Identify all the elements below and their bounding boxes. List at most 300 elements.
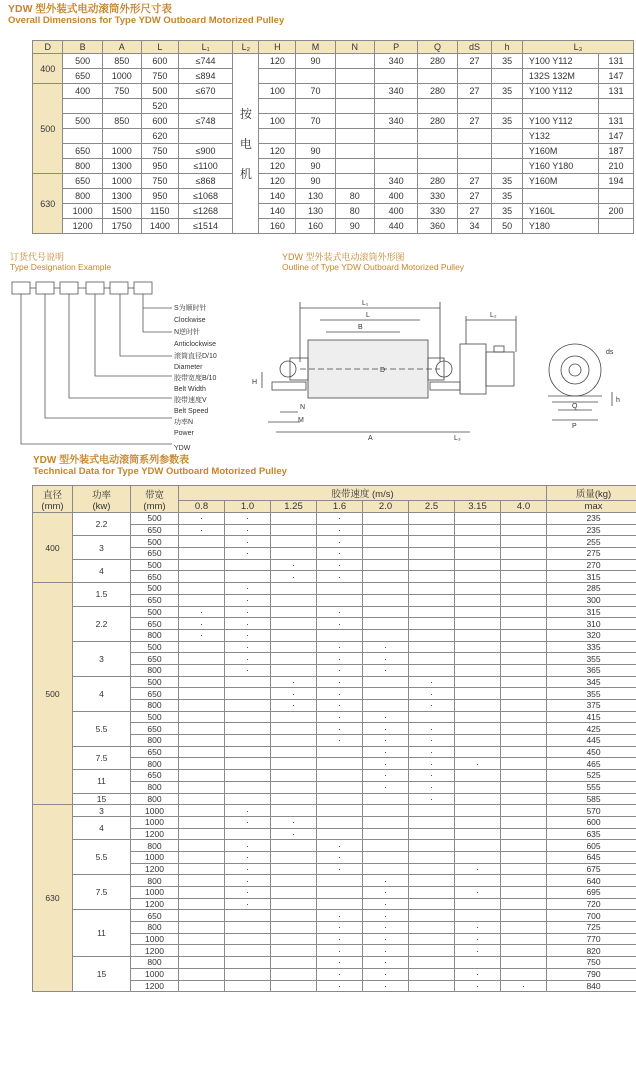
dimensions-cell-n: 80 [335,189,374,204]
tech-cell-speed [409,571,455,583]
dimensions-cell-l2 [233,54,259,234]
speed-available-dot: · [246,665,249,676]
speed-available-dot: · [338,723,341,734]
tech-row [33,711,636,723]
tech-cell-speed [363,840,409,852]
dimensions-cell-a: 750 [102,84,141,99]
tech-cell-speed [363,711,409,723]
tech-cell-power: 4 [73,816,131,839]
speed-available-dot: · [338,560,341,571]
dimensions-cell-l: 1400 [141,219,178,234]
dimensions-cell-b: 800 [63,159,102,174]
tech-cell-speed [501,548,547,560]
tech-cell-speed [501,980,547,992]
tech-cell-speed [179,968,225,980]
speed-available-dot: · [246,595,249,606]
dimensions-cell-ds: 27 [457,174,492,189]
speed-available-dot: · [476,934,479,945]
dimensions-cell-m: 90 [296,174,335,189]
tech-row [33,559,636,571]
tech-cell-speed [501,910,547,922]
label-L3: L₃ [454,435,461,442]
speed-available-dot: · [338,945,341,956]
dimensions-cell-a [102,99,141,114]
designation-title-cn: 订货代号说明 [10,252,65,262]
label-H: H [252,379,258,386]
tech-cell-beltwidth: 800 [131,664,179,676]
dimensions-row [33,204,634,219]
dimensions-cell-h: 35 [492,189,522,204]
tech-cell-speed [225,922,271,934]
tech-cell-speed [179,851,225,863]
tech-cell-speed [225,933,271,945]
speed-available-dot: · [200,606,203,617]
designation-title-en: Type Designation Example [10,262,112,272]
speed-available-dot: · [384,887,387,898]
tech-cell-speed [179,898,225,910]
speed-available-dot: · [384,875,387,886]
tech-cell-power: 7.5 [73,875,131,910]
dimensions-cell-n [335,159,374,174]
dimensions-header-cell: L₁ [178,41,232,54]
tech-cell-speed [363,922,409,934]
tech-cell-speed [501,700,547,712]
tech-cell-speed [225,513,271,525]
tech-cell-speed [455,922,501,934]
tech-cell-speed [409,828,455,840]
dimensions-cell-q [418,129,457,144]
tech-cell-speed [271,770,317,782]
tech-cell-speed [179,548,225,560]
label-Q: Q [572,403,578,410]
dimensions-cell-l1 [178,129,232,144]
dimensions-cell-a: 1000 [102,69,141,84]
tech-cell-speed [455,618,501,630]
tech-cell-speed [363,887,409,899]
dimensions-cell-b: 1200 [63,219,102,234]
dimensions-row [33,99,634,114]
tech-cell-speed [271,536,317,548]
tech-cell-speed [409,805,455,817]
tech-cell-speed [225,606,271,618]
dimensions-cell-b: 500 [63,54,102,69]
tech-cell-speed [179,618,225,630]
tech-cell-speed [455,875,501,887]
dimensions-cell-h: 35 [492,114,522,129]
speed-available-dot: · [338,735,341,746]
tech-cell-mass: 315 [547,606,636,618]
dimensions-cell-b: 400 [63,84,102,99]
speed-available-dot: · [384,910,387,921]
tech-cell-beltwidth: 650 [131,910,179,922]
tech-cell-speed [225,524,271,536]
tech-cell-speed [455,594,501,606]
dimensions-cell-n [335,69,374,84]
dimensions-cell-l3a: Y100 Y112 [522,114,598,129]
tech-cell-speed [179,735,225,747]
tech-cell-beltwidth: 1200 [131,945,179,957]
tech-title-en: Technical Data for Type YDW Outboard Motorized Pulley [33,466,287,477]
tech-cell-beltwidth: 500 [131,606,179,618]
dimensions-cell-h: 140 [259,204,296,219]
dimensions-cell-ds [457,144,492,159]
tech-cell-mass: 770 [547,933,636,945]
tech-cell-beltwidth: 500 [131,536,179,548]
speed-available-dot: · [476,758,479,769]
tech-cell-speed [179,933,225,945]
dimensions-cell-h [259,99,296,114]
tech-cell-speed [363,548,409,560]
dimensions-header-cell: D [33,41,63,54]
tech-cell-speed [455,711,501,723]
dimensions-cell-m: 130 [296,189,335,204]
speed-available-dot: · [384,653,387,664]
dimensions-cell-h: 100 [259,114,296,129]
tech-cell-speed [455,700,501,712]
speed-available-dot: · [384,899,387,910]
dimensions-cell-l3b: 131 [599,54,634,69]
designation-label-1-cn: N逆时针 [174,329,201,336]
tech-cell-speed [271,980,317,992]
speed-header-cell: 1.0 [225,501,271,513]
speed-available-dot: · [338,934,341,945]
tech-cell-speed [317,933,363,945]
dimensions-cell-l3b: 131 [599,114,634,129]
tech-cell-speed [317,629,363,641]
tech-cell-speed [317,840,363,852]
tech-cell-speed [317,583,363,595]
dimensions-cell-l1: ≤1268 [178,204,232,219]
dimensions-cell-a: 1500 [102,204,141,219]
designation-label-4-en: Belt Speed [174,408,209,415]
dimensions-cell-l1 [178,99,232,114]
tech-cell-speed [271,548,317,560]
tech-cell-speed [455,629,501,641]
tech-cell-speed [179,887,225,899]
dimensions-cell-l1: ≤1514 [178,219,232,234]
l2-char: 电 [239,136,252,151]
tech-cell-speed [501,863,547,875]
tech-cell-speed [271,922,317,934]
tech-cell-diameter: 500 [33,583,73,805]
dimensions-cell-l3b: 200 [599,204,634,219]
dimensions-cell-l3a: Y160 Y180 [522,159,598,174]
tech-cell-speed [409,548,455,560]
tech-header-row-1 [33,486,636,501]
speed-available-dot: · [338,571,341,582]
dimensions-row [33,129,634,144]
tech-cell-speed [317,922,363,934]
tech-cell-speed [455,945,501,957]
dimensions-cell-b [63,99,102,114]
dimensions-cell-l1: ≤1068 [178,189,232,204]
tech-cell-speed [501,898,547,910]
label-P: P [572,423,577,430]
tech-cell-speed [317,606,363,618]
tech-cell-beltwidth: 650 [131,618,179,630]
tech-cell-speed [501,594,547,606]
dimensions-cell-l: 950 [141,159,178,174]
dimensions-cell-q: 280 [418,174,457,189]
dimensions-title-en: Overall Dimensions for Type YDW Outboard Motorized Pulley [8,15,285,26]
dimensions-cell-l: 950 [141,189,178,204]
tech-cell-beltwidth: 800 [131,700,179,712]
tech-cell-speed [363,524,409,536]
dimensions-cell-ds: 27 [457,189,492,204]
tech-cell-speed [455,676,501,688]
speed-available-dot: · [384,747,387,758]
tech-cell-speed [271,559,317,571]
tech-cell-speed [501,746,547,758]
tech-cell-speed [317,945,363,957]
dimensions-cell-p: 340 [374,84,418,99]
tech-cell-speed [179,781,225,793]
tech-cell-speed [363,513,409,525]
dimensions-cell-p [374,69,418,84]
speed-available-dot: · [338,525,341,536]
speed-available-dot: · [246,887,249,898]
label-ds: ds [606,349,614,356]
tech-cell-beltwidth: 650 [131,571,179,583]
tech-cell-speed [179,583,225,595]
dimensions-row [33,114,634,129]
tech-cell-speed [225,688,271,700]
tech-row [33,875,636,887]
speed-available-dot: · [338,910,341,921]
dimensions-cell-h: 120 [259,144,296,159]
tech-cell-speed [363,851,409,863]
speed-available-dot: · [384,735,387,746]
tech-cell-speed [179,723,225,735]
tech-cell-speed [363,781,409,793]
tech-cell-speed [409,524,455,536]
tech-cell-beltwidth: 1200 [131,980,179,992]
tech-row [33,746,636,758]
speed-available-dot: · [384,770,387,781]
dimensions-cell-l3a: Y160M [522,144,598,159]
label-N: N [300,404,306,411]
tech-cell-speed [225,629,271,641]
dimensions-cell-n [335,114,374,129]
tech-cell-speed [179,559,225,571]
dimensions-cell-l: 600 [141,114,178,129]
tech-cell-speed [179,664,225,676]
dimensions-header-cell: dS [457,41,492,54]
dimensions-cell-d: 630 [33,174,63,234]
tech-cell-speed [225,805,271,817]
dimensions-cell-l: 750 [141,174,178,189]
tech-cell-speed [225,700,271,712]
speed-available-dot: · [338,641,341,652]
tech-cell-power: 11 [73,910,131,957]
dimensions-row [33,54,634,69]
tech-cell-beltwidth: 650 [131,548,179,560]
tech-cell-beltwidth: 650 [131,653,179,665]
tech-cell-beltwidth: 650 [131,770,179,782]
dimensions-cell-p [374,129,418,144]
tech-cell-mass: 840 [547,980,636,992]
speed-available-dot: · [338,606,341,617]
tech-cell-power: 1.5 [73,583,131,606]
tech-cell-speed [225,676,271,688]
tech-cell-speed [317,513,363,525]
tech-cell-beltwidth: 800 [131,735,179,747]
dimensions-cell-q: 280 [418,54,457,69]
tech-cell-speed [317,887,363,899]
dimensions-cell-l3b [599,189,634,204]
motor-flange [460,344,486,394]
dimensions-cell-h: 35 [492,54,522,69]
dimensions-header-cell: Q [418,41,457,54]
tech-cell-mass: 415 [547,711,636,723]
tech-header-beltwidth: 带宽 (mm) [131,486,179,513]
tech-cell-speed [501,828,547,840]
tech-cell-speed [501,524,547,536]
dimensions-cell-l: 620 [141,129,178,144]
tech-cell-speed [317,711,363,723]
dimensions-cell-ds: 27 [457,204,492,219]
dimensions-cell-p [374,159,418,174]
tech-cell-speed [225,536,271,548]
tech-cell-speed [455,653,501,665]
speed-available-dot: · [338,688,341,699]
tech-cell-speed [317,536,363,548]
tech-cell-beltwidth: 500 [131,676,179,688]
speed-available-dot: · [338,980,341,991]
tech-cell-speed [317,641,363,653]
tech-cell-speed [363,583,409,595]
dimensions-cell-q [418,144,457,159]
dimensions-header-cell: P [374,41,418,54]
tech-cell-power: 4 [73,676,131,711]
speed-available-dot: · [476,969,479,980]
tech-cell-speed [225,594,271,606]
tech-cell-speed [409,968,455,980]
tech-cell-speed [225,863,271,875]
tech-cell-speed [225,793,271,805]
tech-cell-speed [317,781,363,793]
tech-cell-speed [363,536,409,548]
tech-cell-speed [179,922,225,934]
tech-row [33,840,636,852]
tech-cell-speed [409,816,455,828]
tech-cell-speed [501,653,547,665]
tech-cell-speed [271,875,317,887]
tech-cell-speed [225,583,271,595]
dimensions-cell-n [335,54,374,69]
designation-label-0-cn: S为顺时针 [174,305,207,312]
speed-available-dot: · [430,735,433,746]
tech-cell-speed [455,524,501,536]
tech-cell-speed [501,805,547,817]
dimensions-cell-m: 90 [296,54,335,69]
tech-cell-speed [409,863,455,875]
tech-cell-speed [409,781,455,793]
dimensions-cell-l: 750 [141,144,178,159]
tech-cell-speed [501,723,547,735]
tech-cell-speed [317,851,363,863]
tech-cell-speed [363,629,409,641]
tech-cell-speed [363,933,409,945]
tech-cell-speed [179,840,225,852]
tech-cell-speed [317,688,363,700]
dimensions-row [33,159,634,174]
tech-cell-speed [409,700,455,712]
dimensions-cell-l1: ≤868 [178,174,232,189]
tech-cell-speed [225,548,271,560]
tech-cell-speed [455,781,501,793]
tech-cell-beltwidth: 1000 [131,968,179,980]
tech-row [33,816,636,828]
designation-label-1-en: Anticlockwise [174,341,217,348]
dimensions-cell-m [296,69,335,84]
tech-cell-speed [271,933,317,945]
tech-cell-speed [409,793,455,805]
tech-cell-speed [455,583,501,595]
tech-cell-speed [455,536,501,548]
tech-cell-speed [179,711,225,723]
label-h: h [616,397,620,404]
tech-cell-speed [363,770,409,782]
designation-label-3-en: Belt Width [174,386,206,393]
tech-cell-beltwidth: 650 [131,524,179,536]
tech-row [33,770,636,782]
tech-cell-speed [225,618,271,630]
tech-cell-speed [363,559,409,571]
tech-cell-speed [409,922,455,934]
speed-available-dot: · [292,828,295,839]
dimensions-cell-m: 160 [296,219,335,234]
tech-cell-power: 2.2 [73,606,131,641]
tech-cell-speed [501,781,547,793]
dimensions-cell-l: 520 [141,99,178,114]
speed-available-dot: · [338,852,341,863]
label-D: D [380,367,386,374]
dimensions-cell-h: 50 [492,219,522,234]
tech-cell-speed [179,980,225,992]
speed-available-dot: · [430,700,433,711]
dimensions-cell-h [492,99,522,114]
diagrams [0,272,636,457]
dimensions-cell-n: 90 [335,219,374,234]
speed-available-dot: · [384,922,387,933]
tech-cell-mass: 355 [547,653,636,665]
tech-cell-power: 3 [73,536,131,559]
dimensions-cell-h [492,159,522,174]
dimensions-cell-a: 1000 [102,144,141,159]
tech-cell-speed [179,513,225,525]
tech-cell-speed [179,746,225,758]
tech-cell-mass: 720 [547,898,636,910]
tech-cell-beltwidth: 500 [131,583,179,595]
tech-cell-beltwidth: 650 [131,688,179,700]
tech-cell-speed [317,653,363,665]
tech-cell-speed [455,688,501,700]
code-box-5 [110,282,128,294]
tech-cell-speed [271,957,317,969]
dimensions-cell-l1: ≤744 [178,54,232,69]
tech-cell-speed [501,922,547,934]
tech-cell-speed [271,594,317,606]
dimensions-cell-l: 1150 [141,204,178,219]
tech-cell-speed [179,524,225,536]
dimensions-cell-l3b [599,99,634,114]
tech-cell-beltwidth: 800 [131,629,179,641]
tech-cell-speed [225,980,271,992]
tech-cell-speed [317,805,363,817]
pulley-end-view [549,344,601,396]
tech-cell-speed [363,957,409,969]
